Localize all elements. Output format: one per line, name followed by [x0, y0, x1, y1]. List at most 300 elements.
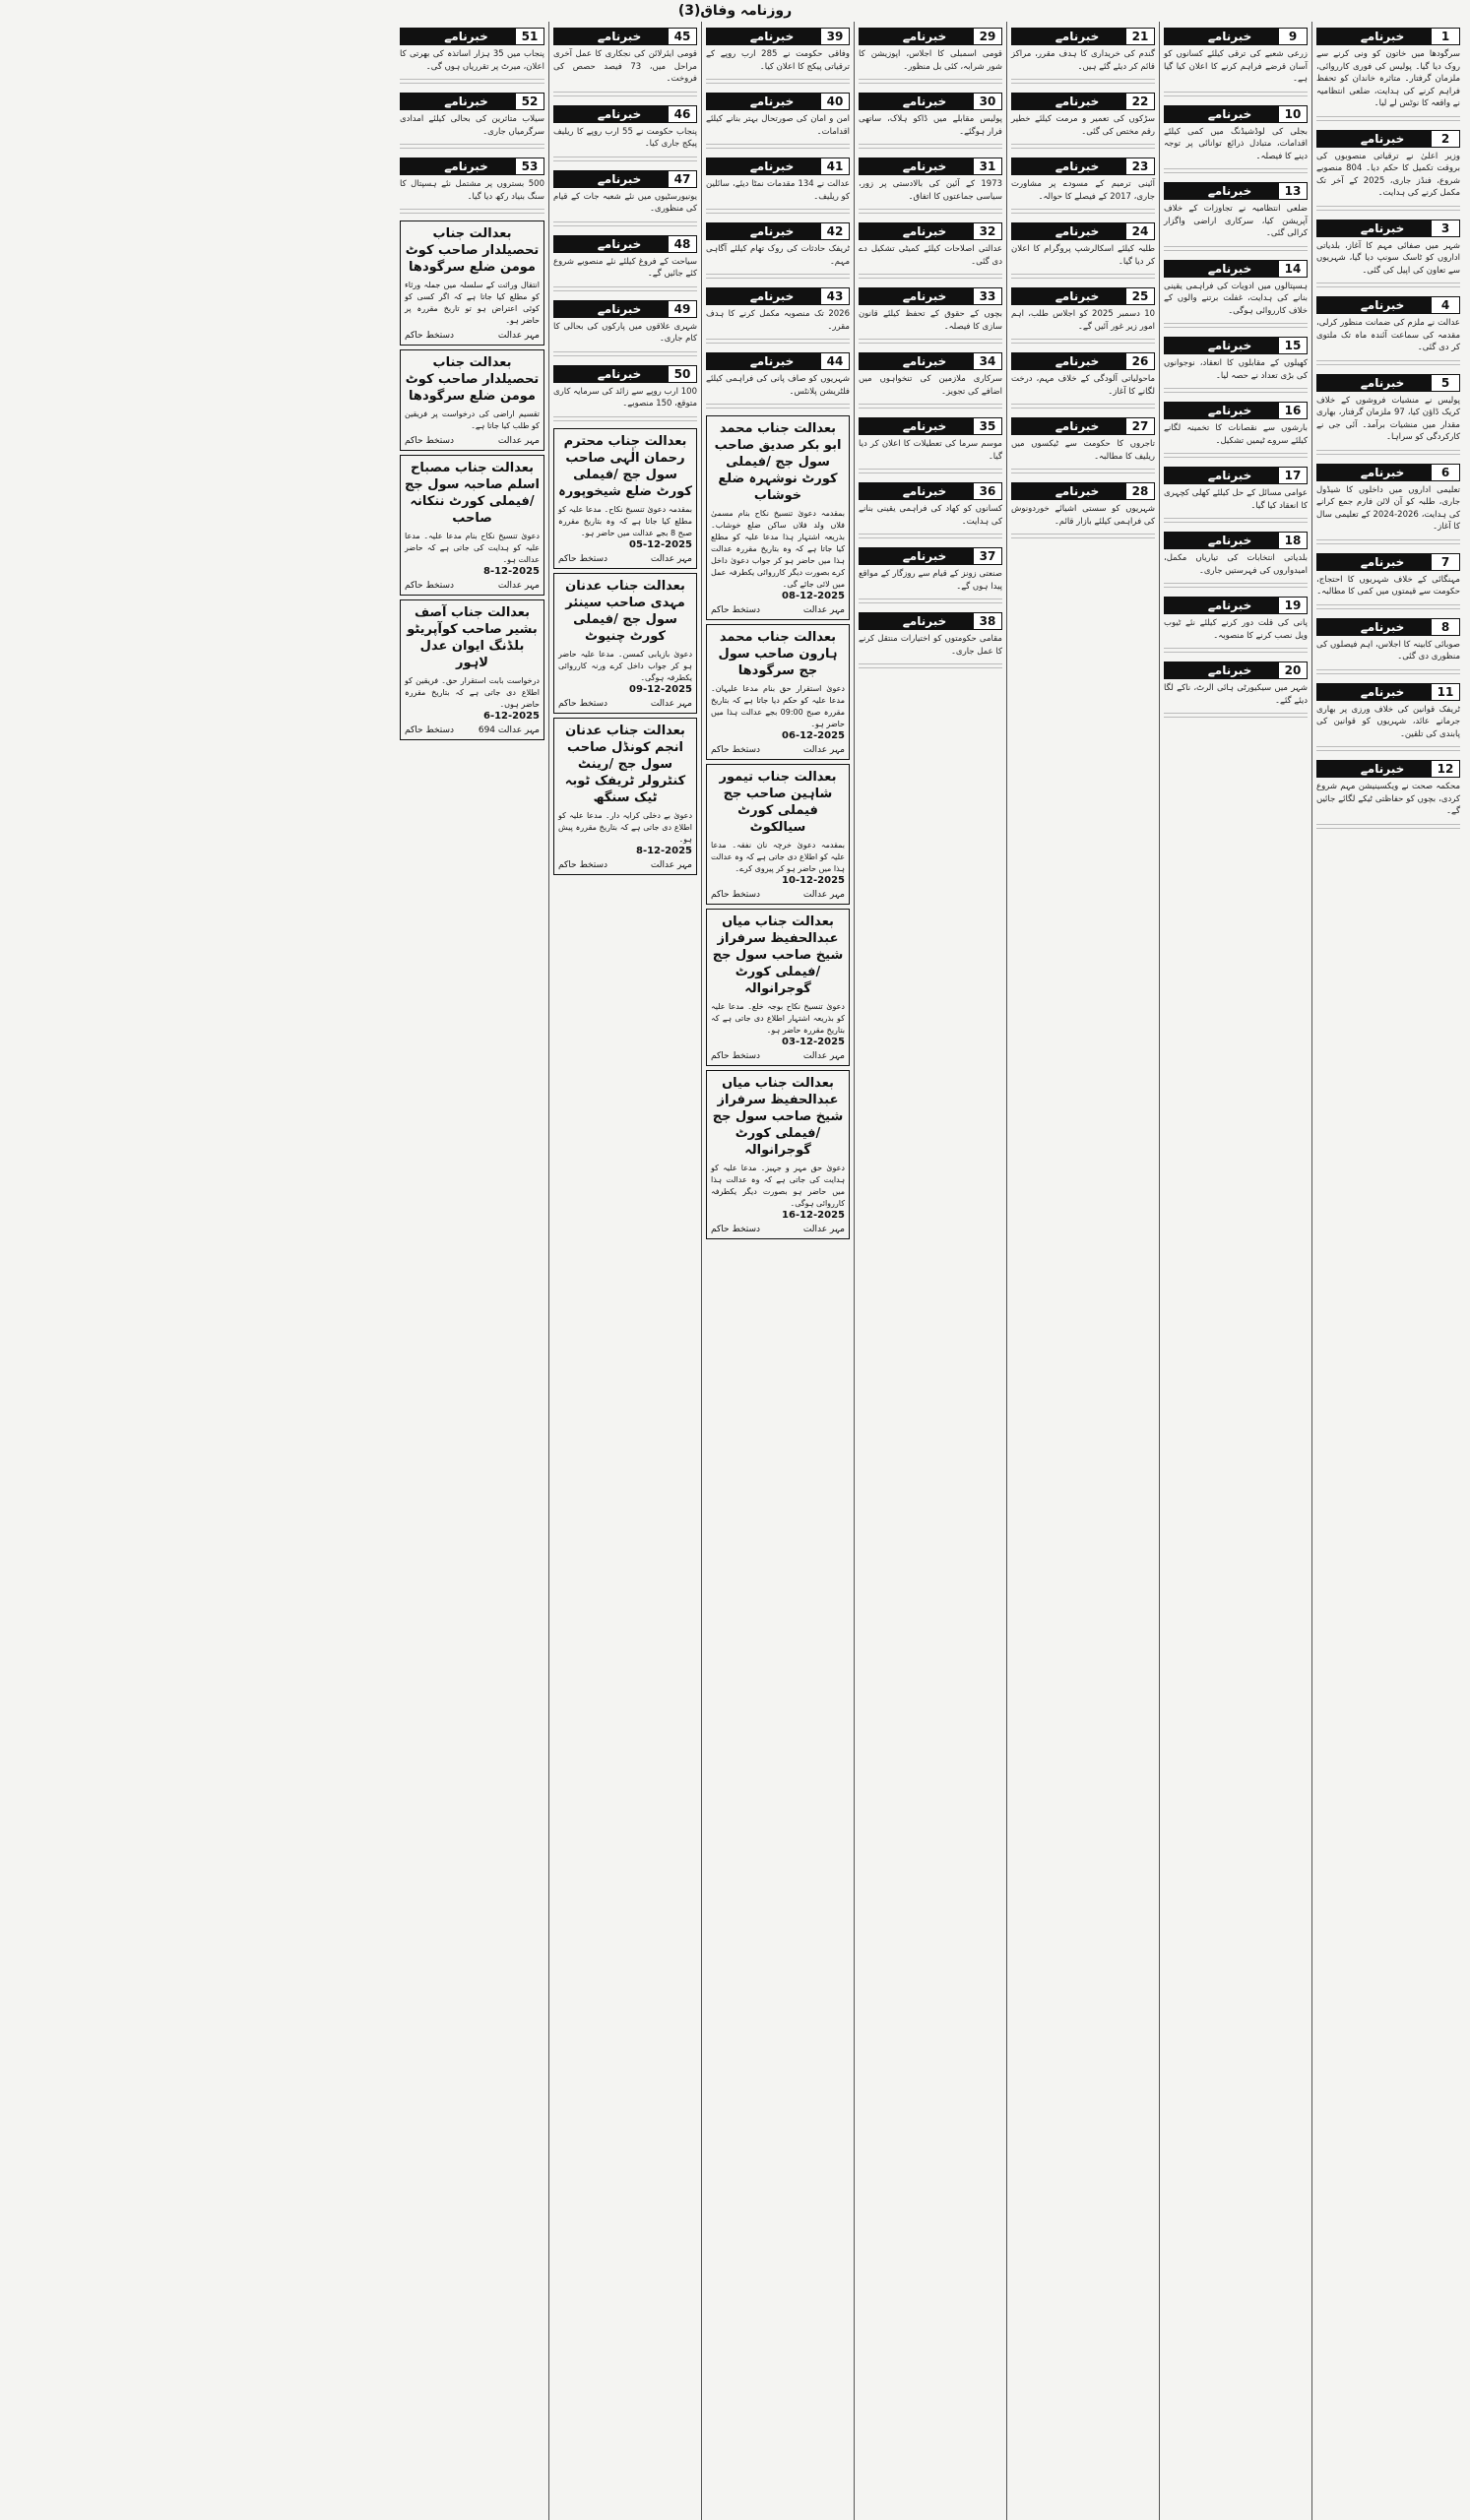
- news-label: خبرنامے: [1316, 618, 1431, 636]
- text-filler: [706, 339, 850, 346]
- notice-signature-row: [711, 745, 845, 755]
- news-text: عوامی مسائل کے حل کیلئے کھلی کچہری کا انعقاد کیا گیا۔: [1164, 488, 1308, 511]
- text-filler: [859, 209, 1002, 217]
- notice-body: دعویٰ بے دخلی کرایہ دار۔ مدعا علیہ کو اطلاع دی جاتی ہے کہ بتاریخ مقررہ پیش ہو۔: [558, 810, 692, 844]
- news-heading-bar: [1316, 464, 1460, 481]
- court-notice: [400, 220, 544, 346]
- news-item: [859, 352, 1002, 398]
- news-heading-bar: [1011, 352, 1155, 370]
- news-number: 3: [1431, 220, 1460, 237]
- notice-body: درخواست بابت استقرار حق۔ فریقین کو اطلاع دی جاتی ہے کہ بتاریخ مقررہ حاضر ہوں۔: [405, 676, 540, 709]
- text-filler: [1316, 669, 1460, 677]
- court-notice: [706, 624, 850, 760]
- news-text: تاجروں کا حکومت سے ٹیکسوں میں ریلیف کا مطالبہ۔: [1011, 439, 1155, 462]
- news-item: [859, 222, 1002, 268]
- news-text: گندم کی خریداری کا ہدف مقرر، مراکز قائم کر دیئے گئے ہیں۔: [1011, 49, 1155, 72]
- news-item: [1316, 28, 1460, 110]
- notice-signature-row: [558, 860, 692, 870]
- court-notice: [553, 428, 697, 569]
- judge-signature: دستخط حاکم: [405, 331, 455, 341]
- column-5: [701, 22, 854, 2520]
- judge-signature: دستخط حاکم: [405, 581, 455, 591]
- text-filler: [1316, 283, 1460, 290]
- news-label: خبرنامے: [1164, 105, 1278, 123]
- column-6: [548, 22, 701, 2520]
- news-text: یونیورسٹیوں میں نئے شعبہ جات کے قیام کی منظوری۔: [553, 191, 697, 214]
- news-text: شہر میں سیکیورٹی ہائی الرٹ، ناکے لگا دیئے گئے۔: [1164, 683, 1308, 706]
- notice-signature-row: [405, 436, 540, 446]
- news-number: 41: [820, 158, 850, 175]
- news-item: [553, 235, 697, 281]
- court-seal: مہر عدالت: [497, 331, 540, 341]
- news-heading-bar: [859, 352, 1002, 370]
- notice-signature-row: [711, 605, 845, 615]
- text-filler: [553, 157, 697, 164]
- news-number: 49: [668, 300, 697, 318]
- news-text: محکمہ صحت نے ویکسینیشن مہم شروع کردی، بچوں کو حفاظتی ٹیکے لگائے جائیں گے۔: [1316, 782, 1460, 816]
- text-filler: [1011, 274, 1155, 282]
- news-heading-bar: [859, 417, 1002, 435]
- news-number: 23: [1125, 158, 1155, 175]
- news-label: خبرنامے: [706, 287, 820, 305]
- news-heading-bar: [706, 287, 850, 305]
- news-number: 51: [515, 28, 544, 45]
- news-label: خبرنامے: [1011, 158, 1125, 175]
- text-filler: [1316, 824, 1460, 832]
- text-filler: [400, 209, 544, 217]
- text-filler: [859, 469, 1002, 476]
- news-text: آئینی ترمیم کے مسودے پر مشاورت جاری، 2017 کے فیصلے کا حوالہ۔: [1011, 179, 1155, 202]
- news-label: خبرنامے: [1011, 287, 1125, 305]
- news-number: 12: [1431, 760, 1460, 778]
- news-number: 33: [973, 287, 1002, 305]
- news-heading-bar: [553, 105, 697, 123]
- news-text: مقامی حکومتوں کو اختیارات منتقل کرنے کا عمل جاری۔: [859, 634, 1002, 657]
- notice-body: دعویٰ تنسیخ نکاح بوجہ خلع۔ مدعا علیہ کو بذریعہ اشتہار اطلاع دی جاتی ہے کہ بتاریخ مقررہ حاضر ہو۔: [711, 1002, 845, 1035]
- news-label: خبرنامے: [400, 158, 515, 175]
- news-label: خبرنامے: [553, 28, 668, 45]
- notice-signature-row: [711, 1225, 845, 1234]
- news-heading-bar: [1011, 28, 1155, 45]
- news-item: [1011, 158, 1155, 203]
- notice-title: بعدالت جناب محمد ابو بکر صدیق صاحب سول جج /فیملی کورٹ نوشہرہ ضلع خوشاب: [714, 421, 842, 503]
- news-text: وفاقی حکومت نے 285 ارب روپے کے ترقیاتی پیکج کا اعلان کیا۔: [706, 49, 850, 72]
- news-text: پنجاب حکومت نے 55 ارب روپے کا ریلیف پیکج جاری کیا۔: [553, 126, 697, 149]
- news-heading-bar: [400, 158, 544, 175]
- text-filler: [706, 79, 850, 87]
- news-item: [1316, 553, 1460, 598]
- news-heading-bar: [1316, 296, 1460, 314]
- news-number: 13: [1278, 182, 1308, 200]
- news-label: خبرنامے: [859, 417, 973, 435]
- court-seal: مہر عدالت: [497, 436, 540, 446]
- news-number: 31: [973, 158, 1002, 175]
- text-filler: [1316, 539, 1460, 547]
- news-text: کسانوں کو کھاد کی فراہمی یقینی بنانے کی ہدایت۔: [859, 504, 1002, 527]
- news-number: 28: [1125, 482, 1155, 500]
- news-text: سرکاری ملازمین کی تنخواہوں میں اضافے کی تجویز۔: [859, 374, 1002, 397]
- news-number: 47: [668, 170, 697, 188]
- news-number: 37: [973, 547, 1002, 565]
- news-item: [1011, 417, 1155, 463]
- news-item: [706, 93, 850, 138]
- column-1: [1311, 22, 1464, 2520]
- news-text: موسم سرما کی تعطیلات کا اعلان کر دیا گیا۔: [859, 439, 1002, 462]
- text-filler: [706, 404, 850, 411]
- news-number: 39: [820, 28, 850, 45]
- notice-signature-row: [405, 331, 540, 341]
- news-item: [1316, 618, 1460, 663]
- news-heading-bar: [706, 352, 850, 370]
- court-seal: مہر عدالت: [650, 859, 692, 870]
- news-number: 46: [668, 105, 697, 123]
- news-label: خبرنامے: [706, 158, 820, 175]
- news-text: 1973 کے آئین کی بالادستی پر زور، سیاسی جماعتوں کا اتفاق۔: [859, 179, 1002, 202]
- news-heading-bar: [553, 365, 697, 383]
- news-heading-bar: [1164, 467, 1308, 484]
- text-filler: [1011, 144, 1155, 152]
- news-label: خبرنامے: [706, 93, 820, 110]
- notice-date: 06-12-2025: [782, 730, 845, 741]
- news-heading-bar: [1011, 222, 1155, 240]
- news-text: 500 بستروں پر مشتمل نئے ہسپتال کا سنگ بنیاد رکھ دیا گیا۔: [400, 179, 544, 202]
- text-filler: [1316, 206, 1460, 214]
- notice-body: دعویٰ حق مہر و جہیز۔ مدعا علیہ کو ہدایت کی جاتی ہے کہ وہ عدالت ہذا میں حاضر ہو بصورت دیگر یکطرفہ کارروائی ہوگی۔: [711, 1164, 845, 1208]
- news-text: بجلی کی لوڈشیڈنگ میں کمی کیلئے اقدامات، متبادل ذرائع توانائی پر توجہ دینے کا فیصلہ۔: [1164, 126, 1308, 161]
- news-heading-bar: [553, 235, 697, 253]
- court-notice: [706, 764, 850, 905]
- news-text: عدالتی اصلاحات کیلئے کمیٹی تشکیل دے دی گئی۔: [859, 244, 1002, 267]
- text-filler: [1316, 116, 1460, 124]
- news-label: خبرنامے: [553, 170, 668, 188]
- news-number: 29: [973, 28, 1002, 45]
- news-number: 48: [668, 235, 697, 253]
- news-number: 18: [1278, 532, 1308, 549]
- news-label: خبرنامے: [706, 28, 820, 45]
- notice-body: بمقدمہ دعویٰ تنسیخ نکاح۔ مدعا علیہ کو مطلع کیا جاتا ہے کہ وہ بتاریخ مقررہ صبح 8 بجے عدالت میں حاضر ہو۔: [558, 504, 692, 537]
- news-text: قومی اسمبلی کا اجلاس، اپوزیشن کا شور شرابہ، کئی بل منظور۔: [859, 49, 1002, 72]
- court-notice: [706, 1070, 850, 1239]
- news-item: [1316, 464, 1460, 534]
- news-item: [859, 417, 1002, 463]
- news-heading-bar: [553, 28, 697, 45]
- court-seal: مہر عدالت: [497, 581, 540, 591]
- news-item: [1164, 28, 1308, 86]
- court-notice: [706, 909, 850, 1066]
- news-item: [1164, 467, 1308, 512]
- news-heading-bar: [859, 28, 1002, 45]
- news-heading-bar: [1316, 553, 1460, 571]
- news-item: [1164, 182, 1308, 240]
- news-text: شہریوں کو صاف پانی کی فراہمی کیلئے فلٹریشن پلانٹس۔: [706, 374, 850, 397]
- news-label: خبرنامے: [1011, 417, 1125, 435]
- news-number: 8: [1431, 618, 1460, 636]
- news-label: خبرنامے: [706, 352, 820, 370]
- news-label: خبرنامے: [1316, 464, 1431, 481]
- news-number: 30: [973, 93, 1002, 110]
- text-filler: [1316, 746, 1460, 754]
- court-seal: مہر عدالت: [802, 745, 845, 755]
- notice-signature-row: [558, 699, 692, 709]
- news-item: [400, 93, 544, 138]
- news-label: خبرنامے: [859, 547, 973, 565]
- news-text: مہنگائی کے خلاف شہریوں کا احتجاج، حکومت سے قیمتوں میں کمی کا مطالبہ۔: [1316, 574, 1460, 597]
- news-label: خبرنامے: [1316, 28, 1431, 45]
- judge-signature: دستخط حاکم: [711, 1225, 761, 1234]
- notice-signature-row: [405, 725, 540, 735]
- news-heading-bar: [706, 222, 850, 240]
- court-seal: مہر عدالت: [650, 553, 692, 564]
- news-label: خبرنامے: [1316, 760, 1431, 778]
- news-heading-bar: [1316, 28, 1460, 45]
- news-text: وزیر اعلیٰ نے ترقیاتی منصوبوں کی بروقت تکمیل کا حکم دیا۔ 804 منصوبے شروع، فنڈز جاری، 2025 کے آخر تک مکمل کرنے کی ہدایت۔: [1316, 151, 1460, 198]
- text-filler: [1011, 209, 1155, 217]
- news-number: 43: [820, 287, 850, 305]
- news-number: 7: [1431, 553, 1460, 571]
- news-heading-bar: [706, 93, 850, 110]
- news-heading-bar: [1316, 130, 1460, 148]
- notice-title: بعدالت جناب محمد ہارون صاحب سول جج سرگودھا: [718, 630, 838, 678]
- news-text: پنجاب میں 35 ہزار اساتذہ کی بھرتی کا اعلان، میرٹ پر تقرریاں ہوں گی۔: [400, 49, 544, 72]
- news-label: خبرنامے: [1011, 222, 1125, 240]
- news-number: 17: [1278, 467, 1308, 484]
- judge-signature: دستخط حاکم: [558, 698, 608, 709]
- news-item: [1011, 93, 1155, 138]
- news-item: [1164, 662, 1308, 707]
- news-item: [1011, 352, 1155, 398]
- text-filler: [859, 598, 1002, 606]
- news-text: شہری علاقوں میں پارکوں کی بحالی کا کام جاری۔: [553, 321, 697, 344]
- news-label: خبرنامے: [1011, 352, 1125, 370]
- text-filler: [1164, 323, 1308, 331]
- news-label: خبرنامے: [553, 235, 668, 253]
- news-text: 2026 تک منصوبہ مکمل کرنے کا ہدف مقرر۔: [706, 309, 850, 332]
- news-item: [1164, 337, 1308, 382]
- text-filler: [706, 209, 850, 217]
- news-heading-bar: [553, 170, 697, 188]
- news-text: سڑکوں کی تعمیر و مرمت کیلئے خطیر رقم مختص کی گئی۔: [1011, 114, 1155, 137]
- news-number: 6: [1431, 464, 1460, 481]
- news-number: 24: [1125, 222, 1155, 240]
- news-text: بچوں کے حقوق کے تحفظ کیلئے قانون سازی کا فیصلہ۔: [859, 309, 1002, 332]
- judge-signature: دستخط حاکم: [558, 859, 608, 870]
- text-filler: [1164, 246, 1308, 254]
- text-filler: [553, 416, 697, 424]
- court-seal: مہر عدالت: [802, 1051, 845, 1061]
- news-text: بلدیاتی انتخابات کی تیاریاں مکمل، امیدواروں کی فہرستیں جاری۔: [1164, 553, 1308, 576]
- notice-date: 8-12-2025: [635, 845, 692, 856]
- news-number: 26: [1125, 352, 1155, 370]
- news-text: تعلیمی اداروں میں داخلوں کا شیڈول جاری، طلبہ کو آن لائن فارم جمع کرانے کی ہدایت، 2026-2024 کے تعلیمی سال کا آغاز۔: [1316, 484, 1460, 532]
- court-seal: مہر عدالت 694: [478, 725, 540, 735]
- notice-date: 05-12-2025: [629, 538, 692, 550]
- news-label: خبرنامے: [1316, 220, 1431, 237]
- text-filler: [400, 144, 544, 152]
- court-notice: [706, 415, 850, 620]
- news-item: [1164, 532, 1308, 577]
- notice-title: بعدالت جناب آصف بشیر صاحب کوآپریٹو بلڈنگ ایوان عدل لاہور: [407, 605, 538, 670]
- news-heading-bar: [1316, 760, 1460, 778]
- news-number: 44: [820, 352, 850, 370]
- news-label: خبرنامے: [859, 287, 973, 305]
- news-heading-bar: [1164, 402, 1308, 419]
- news-text: 100 ارب روپے سے زائد کی سرمایہ کاری متوقع، 150 منصوبے۔: [553, 386, 697, 409]
- news-item: [553, 170, 697, 216]
- news-number: 40: [820, 93, 850, 110]
- court-notice: [553, 573, 697, 714]
- news-label: خبرنامے: [1164, 337, 1278, 354]
- news-heading-bar: [1164, 597, 1308, 614]
- news-heading-bar: [1164, 532, 1308, 549]
- news-number: 19: [1278, 597, 1308, 614]
- news-number: 45: [668, 28, 697, 45]
- text-filler: [1011, 534, 1155, 541]
- news-number: 20: [1278, 662, 1308, 679]
- news-text: صوبائی کابینہ کا اجلاس، اہم فیصلوں کی منظوری دی گئی۔: [1316, 639, 1460, 662]
- news-number: 52: [515, 93, 544, 110]
- news-text: شہر میں صفائی مہم کا آغاز، بلدیاتی اداروں کو ٹاسک سونپ دیا گیا، شہریوں سے تعاون کی اپیل کی گئی۔: [1316, 240, 1460, 276]
- news-number: 38: [973, 612, 1002, 630]
- news-label: خبرنامے: [859, 93, 973, 110]
- news-heading-bar: [1164, 662, 1308, 679]
- text-filler: [859, 339, 1002, 346]
- notice-body: بمقدمہ دعویٰ خرچہ نان نفقہ۔ مدعا علیہ کو اطلاع دی جاتی ہے کہ وہ عدالت ہذا میں حاضر ہو کر پیروی کرے۔: [711, 841, 845, 873]
- news-label: خبرنامے: [553, 365, 668, 383]
- news-item: [1011, 28, 1155, 73]
- news-text: پولیس نے منشیات فروشوں کے خلاف کریک ڈاؤن کیا، 97 ملزمان گرفتار، بھاری مقدار میں منشیات برآمد۔ آئی جی نے کارکردگی کو سراہا۔: [1316, 395, 1460, 442]
- news-text: بارشوں سے نقصانات کا تخمینہ لگانے کیلئے سروے ٹیمیں تشکیل۔: [1164, 423, 1308, 446]
- court-seal: مہر عدالت: [802, 1225, 845, 1234]
- news-number: 14: [1278, 260, 1308, 278]
- news-heading-bar: [859, 93, 1002, 110]
- news-label: خبرنامے: [859, 482, 973, 500]
- news-item: [1011, 287, 1155, 333]
- news-item: [1316, 220, 1460, 278]
- text-filler: [553, 286, 697, 294]
- court-notice: [400, 349, 544, 451]
- judge-signature: دستخط حاکم: [711, 1051, 761, 1061]
- news-number: 22: [1125, 93, 1155, 110]
- text-filler: [1164, 453, 1308, 461]
- news-number: 11: [1431, 683, 1460, 701]
- news-text: عدالت نے 134 مقدمات نمٹا دیئے، سائلین کو ریلیف۔: [706, 179, 850, 202]
- text-filler: [1164, 648, 1308, 656]
- judge-signature: دستخط حاکم: [711, 890, 761, 900]
- news-number: 10: [1278, 105, 1308, 123]
- news-item: [706, 287, 850, 333]
- columns-container: [6, 22, 1464, 2520]
- text-filler: [1164, 583, 1308, 591]
- news-label: خبرنامے: [859, 28, 973, 45]
- news-number: 36: [973, 482, 1002, 500]
- news-item: [1316, 130, 1460, 200]
- column-7: [396, 22, 548, 2520]
- judge-signature: دستخط حاکم: [405, 725, 455, 735]
- news-label: خبرنامے: [859, 158, 973, 175]
- news-item: [1316, 296, 1460, 354]
- judge-signature: دستخط حاکم: [711, 605, 761, 615]
- news-label: خبرنامے: [859, 352, 973, 370]
- masthead: روزنامہ وفاق(3): [677, 3, 793, 19]
- text-filler: [553, 221, 697, 229]
- news-text: قومی ایئرلائن کی نجکاری کا عمل آخری مراحل میں، 73 فیصد حصص کی فروخت۔: [553, 49, 697, 84]
- notice-title: بعدالت جناب عدنان مہدی صاحب سینئر سول جج /فیملی کورٹ چنیوٹ: [565, 578, 685, 644]
- news-label: خبرنامے: [1164, 662, 1278, 679]
- text-filler: [859, 274, 1002, 282]
- news-heading-bar: [1011, 417, 1155, 435]
- news-number: 5: [1431, 374, 1460, 392]
- news-label: خبرنامے: [1164, 467, 1278, 484]
- notice-date: 08-12-2025: [782, 591, 845, 601]
- notice-title: بعدالت جناب تحصیلدار صاحب کوٹ مومن ضلع سرگودھا: [405, 226, 540, 275]
- judge-signature: دستخط حاکم: [405, 436, 455, 446]
- news-heading-bar: [859, 612, 1002, 630]
- news-label: خبرنامے: [1164, 597, 1278, 614]
- notice-date: 16-12-2025: [782, 1210, 845, 1221]
- news-label: خبرنامے: [1316, 130, 1431, 148]
- text-filler: [859, 404, 1002, 411]
- news-item: [1164, 597, 1308, 642]
- news-number: 42: [820, 222, 850, 240]
- news-label: خبرنامے: [1164, 402, 1278, 419]
- news-heading-bar: [1011, 93, 1155, 110]
- news-heading-bar: [859, 158, 1002, 175]
- news-text: عدالت نے ملزم کی ضمانت منظور کرلی، مقدمہ کی سماعت آئندہ ماہ تک ملتوی کر دی گئی۔: [1316, 318, 1460, 352]
- news-text: شہریوں کو سستی اشیائے خوردونوش کی فراہمی کیلئے بازار قائم۔: [1011, 504, 1155, 527]
- news-label: خبرنامے: [1011, 28, 1125, 45]
- news-label: خبرنامے: [1164, 260, 1278, 278]
- court-notice: [400, 599, 544, 740]
- news-label: خبرنامے: [1164, 182, 1278, 200]
- news-text: امن و امان کی صورتحال بہتر بنانے کیلئے اقدامات۔: [706, 114, 850, 137]
- text-filler: [1164, 92, 1308, 99]
- news-heading-bar: [1164, 182, 1308, 200]
- news-number: 21: [1125, 28, 1155, 45]
- news-item: [1164, 402, 1308, 447]
- notice-body: بمقدمہ دعویٰ تنسیخ نکاح بنام مسمیٰ فلاں ولد فلاں ساکن ضلع خوشاب۔ بذریعہ اشتہار ہذا مدعا علیہ کو مطلع کیا جاتا ہے کہ وہ بتاریخ مقررہ عدالت ہذا میں حاضر ہو کر جواب دعویٰ داخل کرے بصورت دیگر کارروائی یکطرفہ عمل میں لائی جائے گی۔: [711, 509, 845, 589]
- news-item: [553, 365, 697, 410]
- text-filler: [859, 79, 1002, 87]
- news-item: [706, 222, 850, 268]
- news-heading-bar: [859, 547, 1002, 565]
- news-label: خبرنامے: [1316, 374, 1431, 392]
- news-label: خبرنامے: [553, 105, 668, 123]
- news-heading-bar: [1316, 618, 1460, 636]
- news-number: 50: [668, 365, 697, 383]
- text-filler: [706, 274, 850, 282]
- news-item: [859, 287, 1002, 333]
- news-text: زرعی شعبے کی ترقی کیلئے کسانوں کو آسان قرضے فراہم کرنے کا اعلان کیا گیا ہے۔: [1164, 49, 1308, 84]
- news-heading-bar: [1164, 337, 1308, 354]
- news-item: [859, 482, 1002, 528]
- notice-title: بعدالت جناب میاں عبدالحفیظ سرفراز شیخ صاحب سول جج /فیملی کورٹ گوجرانوالہ: [712, 914, 844, 996]
- notice-signature-row: [711, 1051, 845, 1061]
- notice-date: 10-12-2025: [782, 875, 845, 886]
- news-item: [1164, 260, 1308, 318]
- column-2: [1159, 22, 1311, 2520]
- news-heading-bar: [1316, 220, 1460, 237]
- news-label: خبرنامے: [400, 28, 515, 45]
- column-3: [1006, 22, 1159, 2520]
- news-item: [706, 158, 850, 203]
- news-item: [706, 28, 850, 73]
- news-item: [859, 547, 1002, 593]
- text-filler: [1011, 79, 1155, 87]
- notice-body: دعویٰ تنسیخ نکاح بنام مدعا علیہ۔ مدعا علیہ کو ہدایت کی جاتی ہے کہ حاضر عدالت ہو۔: [405, 532, 540, 564]
- news-item: [859, 612, 1002, 658]
- court-notice: [400, 455, 544, 596]
- notice-body: دعویٰ استقرار حق بنام مدعا علیہان۔ مدعا علیہ کو حکم دیا جاتا ہے کہ بتاریخ مقررہ صبح 09:00 بجے عدالت ہذا میں حاضر ہو۔: [711, 684, 845, 728]
